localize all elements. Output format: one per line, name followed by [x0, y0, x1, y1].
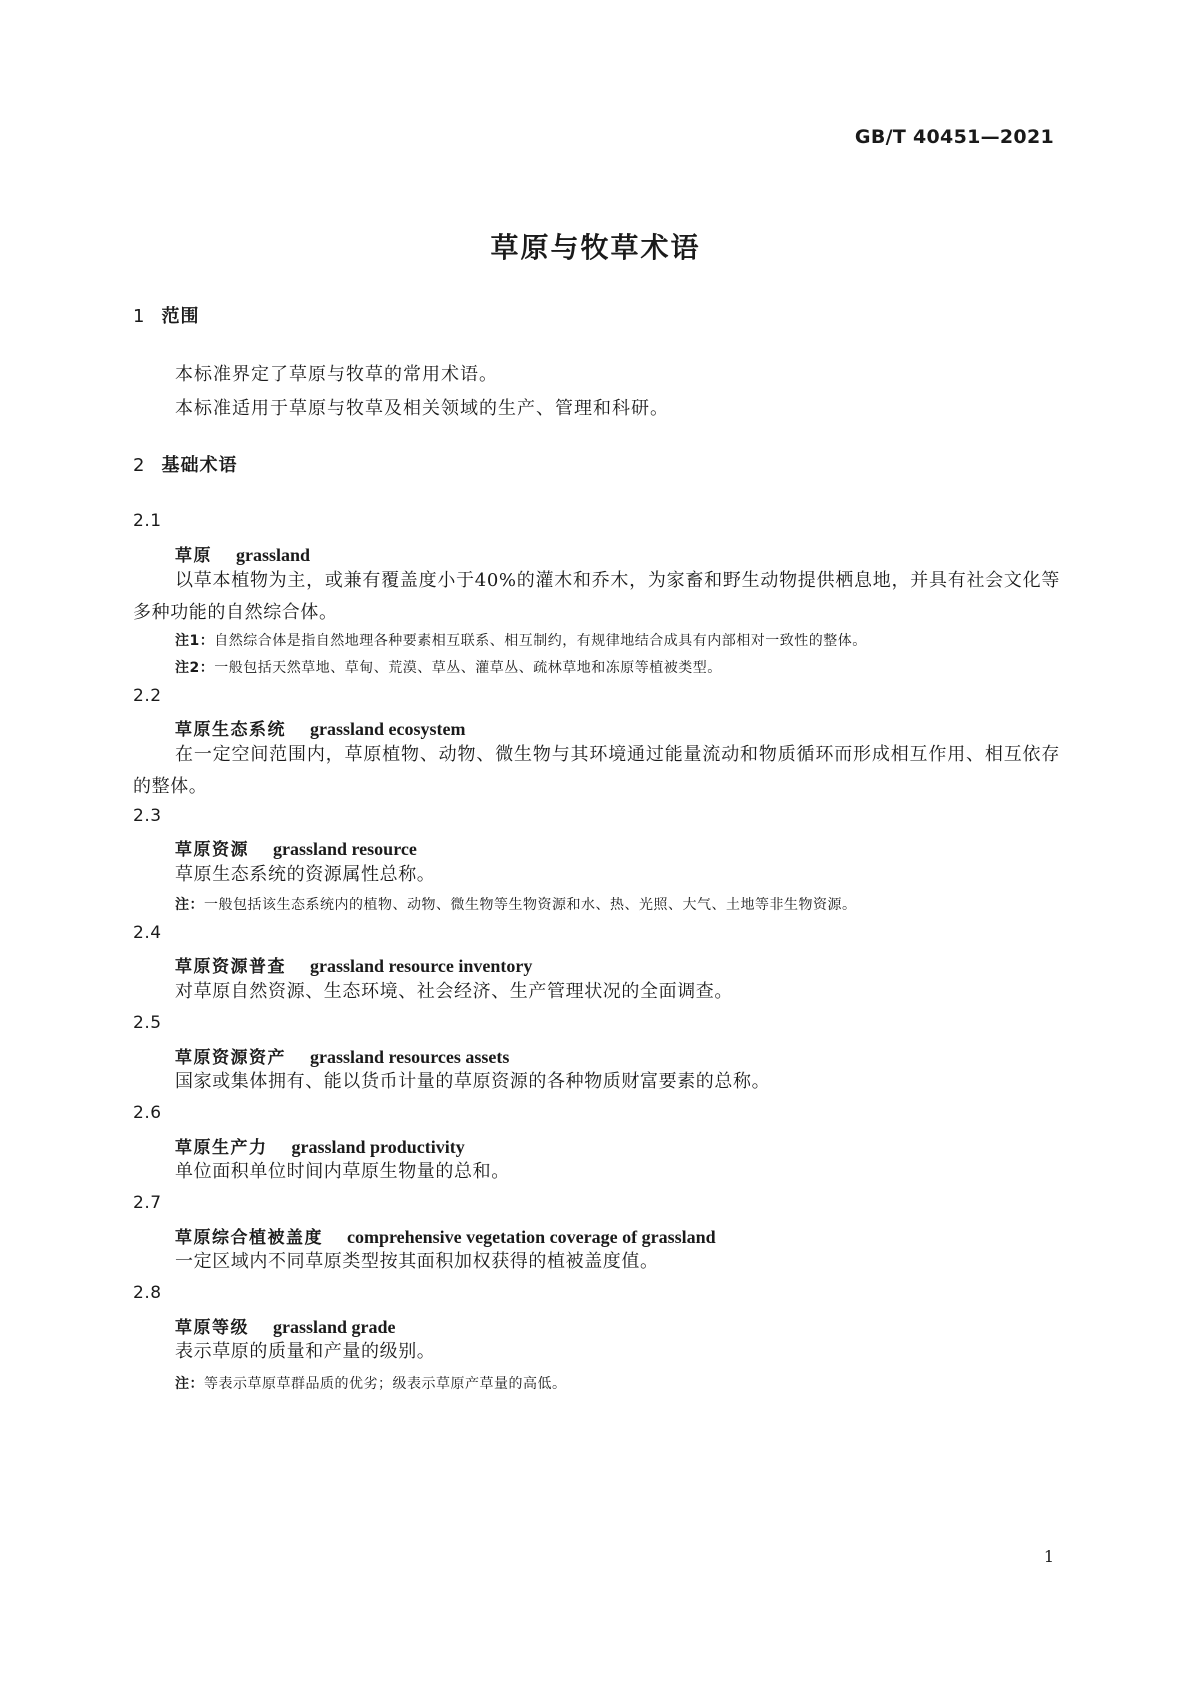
term-definition: 草原生态系统的资源属性总称。	[175, 864, 436, 885]
term-heading	[175, 715, 466, 740]
note-label: 注：	[175, 1376, 204, 1392]
term-english: comprehensive vegetation coverage of grassland	[347, 1227, 716, 1247]
term-english: grassland resources assets	[310, 1047, 510, 1067]
term-note	[175, 630, 867, 650]
term-definition: 国家或集体拥有、能以货币计量的草原资源的各种物质财富要素的总称。	[175, 1071, 771, 1092]
term-heading	[175, 1223, 716, 1248]
term-chinese: 草原资源普查	[175, 957, 286, 977]
term-definition: 以草本植物为主，或兼有覆盖度小于40%的灌木和乔木，为家畜和野生动物提供栖息地，并具有社会文化等多种功能的自然综合体。	[133, 570, 1060, 623]
term-definition: 一定区域内不同草原类型按其面积加权获得的植被盖度值。	[175, 1251, 659, 1272]
section-1-heading	[133, 302, 199, 328]
term-definition: 在一定空间范围内，草原植物、动物、微生物与其环境通过能量流动和物质循环而形成相互作用、相互依存的整体。	[133, 744, 1060, 797]
term-note	[175, 1373, 567, 1393]
term-heading	[175, 1043, 509, 1068]
section-title: 基础术语	[161, 455, 238, 476]
term-chinese: 草原生态系统	[175, 720, 286, 740]
term-chinese: 草原综合植被盖度	[175, 1228, 323, 1248]
note-text: 等表示草原草群品质的优劣；级表示草原产草量的高低。	[204, 1376, 567, 1392]
term-english: grassland ecosystem	[310, 719, 466, 739]
term-english: grassland resource	[273, 839, 417, 859]
term-chinese: 草原	[175, 546, 212, 566]
note-text: 一般包括天然草地、草甸、荒漠、草丛、灌草丛、疏林草地和冻原等植被类型。	[214, 660, 722, 676]
term-note	[175, 894, 857, 914]
term-number: 2.6	[133, 1103, 162, 1123]
term-chinese: 草原生产力	[175, 1138, 268, 1158]
note-text: 一般包括该生态系统内的植物、动物、微生物等生物资源和水、热、光照、大气、土地等非生物资源。	[204, 897, 857, 913]
term-english: grassland	[236, 545, 311, 565]
section-number: 2	[133, 455, 146, 476]
term-number: 2.7	[133, 1193, 162, 1213]
term-english: grassland resource inventory	[310, 956, 533, 976]
document-title: 草原与牧草术语	[490, 231, 701, 264]
note-label: 注1：	[175, 633, 215, 649]
page-number: 1	[1043, 1547, 1054, 1566]
term-note	[175, 657, 722, 677]
term-number: 2.1	[133, 511, 162, 531]
standard-code: GB/T 40451—2021	[854, 126, 1054, 148]
term-heading	[175, 1133, 465, 1158]
term-heading	[175, 835, 417, 860]
term-heading	[175, 952, 532, 977]
note-label: 注：	[175, 897, 204, 913]
term-heading	[175, 1313, 396, 1338]
term-number: 2.3	[133, 806, 162, 826]
note-label: 注2：	[175, 660, 215, 676]
term-definition: 表示草原的质量和产量的级别。	[175, 1341, 436, 1362]
term-english: grassland productivity	[291, 1137, 465, 1157]
term-definition: 单位面积单位时间内草原生物量的总和。	[175, 1161, 510, 1182]
section-title: 范围	[161, 306, 200, 327]
term-number: 2.2	[133, 686, 162, 706]
term-number: 2.8	[133, 1283, 162, 1303]
term-number: 2.4	[133, 923, 162, 943]
scope-paragraph-1: 本标准界定了草原与牧草的常用术语。	[175, 364, 498, 385]
term-heading	[175, 541, 310, 566]
term-number: 2.5	[133, 1013, 162, 1033]
section-number: 1	[133, 306, 146, 327]
term-chinese: 草原资源资产	[175, 1048, 286, 1068]
scope-paragraph-2: 本标准适用于草原与牧草及相关领域的生产、管理和科研。	[175, 398, 669, 419]
section-2-heading	[133, 451, 237, 477]
term-chinese: 草原等级	[175, 1318, 249, 1338]
term-english: grassland grade	[273, 1317, 396, 1337]
term-chinese: 草原资源	[175, 840, 249, 860]
note-text: 自然综合体是指自然地理各种要素相互联系、相互制约，有规律地结合成具有内部相对一致性的整体。	[214, 633, 867, 649]
term-definition: 对草原自然资源、生态环境、社会经济、生产管理状况的全面调查。	[175, 981, 733, 1002]
